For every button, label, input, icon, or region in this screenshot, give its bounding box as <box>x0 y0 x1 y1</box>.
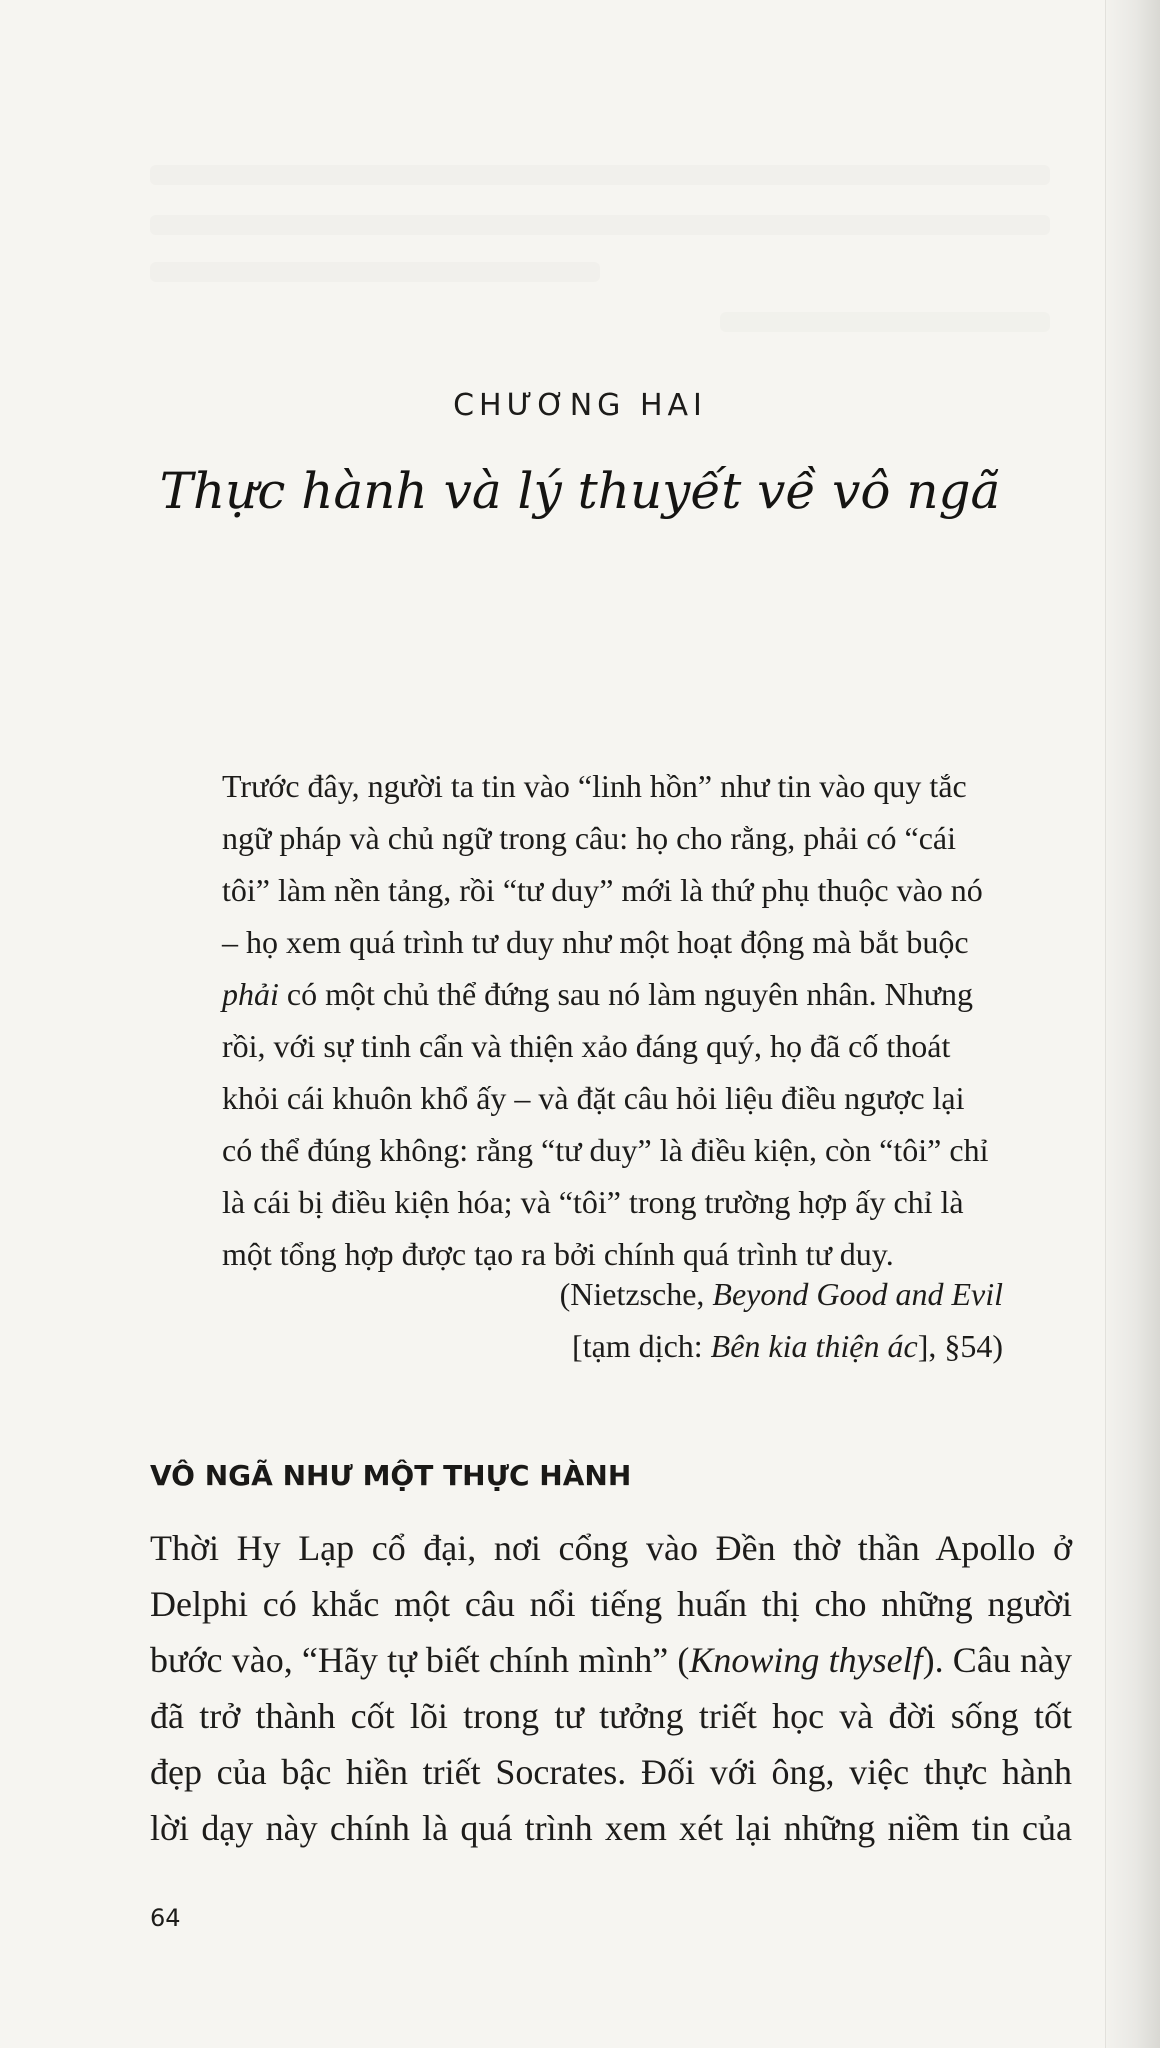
epigraph-line: phải có một chủ thể đứng sau nó làm nguyên nhân. Nhưng <box>222 976 974 1012</box>
section-heading: VÔ NGÃ NHƯ MỘT THỰC HÀNH <box>150 1459 632 1492</box>
epigraph-line: ngữ pháp và chủ ngữ trong câu: họ cho rằng, phải có “cái <box>222 820 956 856</box>
bleed-through-shadow <box>150 215 1050 235</box>
epigraph-line: một tổng hợp được tạo ra bởi chính quá trình tư duy. <box>222 1236 894 1272</box>
body-line: bước vào, “Hãy tự biết chính mình” (Knowing thyself). Câu này <box>150 1640 1072 1680</box>
body-line: đẹp của bậc hiền triết Socrates. Đối với ông, việc thực hành <box>150 1752 1072 1792</box>
bleed-through-shadow <box>150 165 1050 185</box>
emphasis-text: Knowing thyself <box>689 1640 923 1680</box>
body-line: Thời Hy Lạp cổ đại, nơi cổng vào Đền thờ thần Apollo ở <box>150 1528 1072 1568</box>
chapter-label: CHƯƠNG HAI <box>453 388 707 423</box>
translated-title: Bên kia thiện ác <box>710 1328 918 1364</box>
page-number: 64 <box>150 1904 181 1932</box>
citation-line: [tạm dịch: Bên kia thiện ác], §54) <box>572 1328 1003 1364</box>
epigraph-line: rồi, với sự tinh cẩn và thiện xảo đáng quý, họ đã cố thoát <box>222 1028 951 1064</box>
epigraph-line: là cái bị điều kiện hóa; và “tôi” trong trường hợp ấy chỉ là <box>222 1184 964 1220</box>
epigraph-line: khỏi cái khuôn khổ ấy – và đặt câu hỏi liệu điều ngược lại <box>222 1080 965 1116</box>
epigraph-citation <box>403 1268 1003 1372</box>
body-line: Delphi có khắc một câu nổi tiếng huấn thị cho những người <box>150 1584 1072 1624</box>
chapter-title: Thực hành và lý thuyết về vô ngã <box>159 462 1001 520</box>
body-paragraph <box>150 1520 1072 1856</box>
body-line: đã trở thành cốt lõi trong tư tưởng triết học và đời sống tốt <box>150 1696 1072 1736</box>
epigraph-line: tôi” làm nền tảng, rồi “tư duy” mới là thứ phụ thuộc vào nó <box>222 872 983 908</box>
citation-line: (Nietzsche, Beyond Good and Evil <box>559 1276 1003 1312</box>
bleed-through-shadow <box>150 262 600 282</box>
body-line: lời dạy này chính là quá trình xem xét lại những niềm tin của <box>150 1808 1072 1848</box>
emphasis-text: phải <box>222 976 279 1012</box>
epigraph-line: Trước đây, người ta tin vào “linh hồn” như tin vào quy tắc <box>222 768 967 804</box>
epigraph-line: – họ xem quá trình tư duy như một hoạt động mà bắt buộc <box>222 924 969 960</box>
book-title: Beyond Good and Evil <box>712 1276 1003 1312</box>
page-edge-shadow <box>1105 0 1160 2048</box>
epigraph-line: có thể đúng không: rằng “tư duy” là điều kiện, còn “tôi” chỉ <box>222 1132 989 1168</box>
epigraph-quote <box>222 760 1007 1280</box>
bleed-through-shadow <box>720 312 1050 332</box>
